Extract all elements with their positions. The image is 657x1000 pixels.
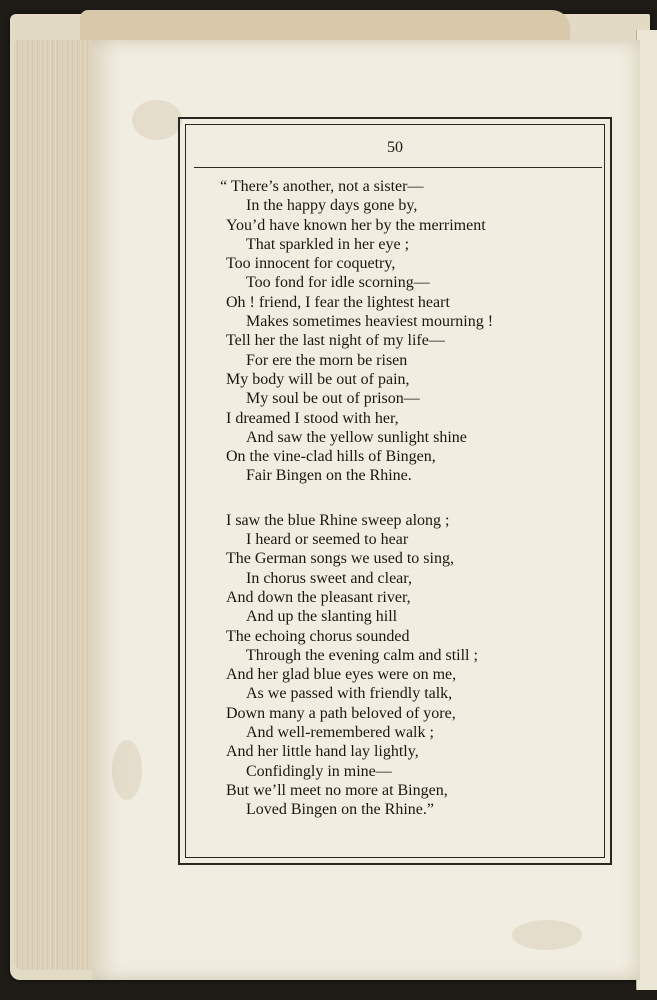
- verse-line: Too innocent for coquetry,: [226, 255, 396, 273]
- verse-line: But we’ll meet no more at Bingen,: [226, 781, 448, 799]
- verse-line: And saw the yellow sunlight shine: [246, 428, 467, 446]
- verse-line: Tell her the last night of my life—: [226, 332, 445, 350]
- verse-line: For ere the morn be risen: [246, 351, 408, 369]
- verse-line: Fair Bingen on the Rhine.: [246, 467, 412, 485]
- verse-line: Loved Bingen on the Rhine.”: [246, 801, 434, 819]
- verse-line: The German songs we used to sing,: [226, 550, 454, 568]
- page-border: [178, 117, 612, 865]
- verse-line: I saw the blue Rhine sweep along ;: [226, 511, 450, 529]
- verse-line: In chorus sweet and clear,: [246, 569, 412, 587]
- verse-line: I dreamed I stood with her,: [226, 409, 399, 427]
- verse-line: My body will be out of pain,: [226, 370, 410, 388]
- verse-line: My soul be out of prison—: [246, 390, 420, 408]
- verse-line: I heard or seemed to hear: [246, 531, 409, 549]
- foxing-spot: [512, 920, 582, 950]
- verse-line: The echoing chorus sounded: [226, 627, 410, 645]
- verse-line: Confidingly in mine—: [246, 762, 392, 780]
- verse-line: And well-remembered walk ;: [246, 724, 434, 742]
- verse-line: Makes sometimes heaviest mourning !: [246, 313, 494, 331]
- verse-line: Through the evening calm and still ;: [246, 646, 478, 664]
- verse-line: And down the pleasant river,: [226, 588, 411, 606]
- header-rule: [194, 167, 602, 168]
- verse-line: Too fond for idle scorning—: [246, 274, 430, 292]
- verse-line: You’d have known her by the merriment: [226, 216, 486, 234]
- foxing-spot: [112, 740, 142, 800]
- verse-line: That sparkled in her eye ;: [246, 235, 410, 253]
- verse-line: And her little hand lay lightly,: [226, 743, 419, 761]
- verse-line: And her glad blue eyes were on me,: [226, 666, 457, 684]
- stanza-2: [226, 511, 606, 820]
- verse-line: Down many a path beloved of yore,: [226, 704, 456, 722]
- foxing-spot: [132, 100, 182, 140]
- verse-line: On the vine-clad hills of Bingen,: [226, 448, 436, 466]
- poem-text: [220, 177, 606, 820]
- verse-line: As we passed with friendly talk,: [246, 685, 453, 703]
- verse-line: In the happy days gone by,: [246, 197, 418, 215]
- page-edges: [14, 40, 96, 970]
- verse-line: And up the slanting hill: [246, 608, 398, 626]
- verse-line: “ There’s another, not a sister—: [220, 178, 424, 195]
- verse-line: Oh ! friend, I fear the lightest heart: [226, 293, 450, 311]
- stanza-1: [220, 177, 606, 486]
- page-number: 50: [387, 139, 403, 156]
